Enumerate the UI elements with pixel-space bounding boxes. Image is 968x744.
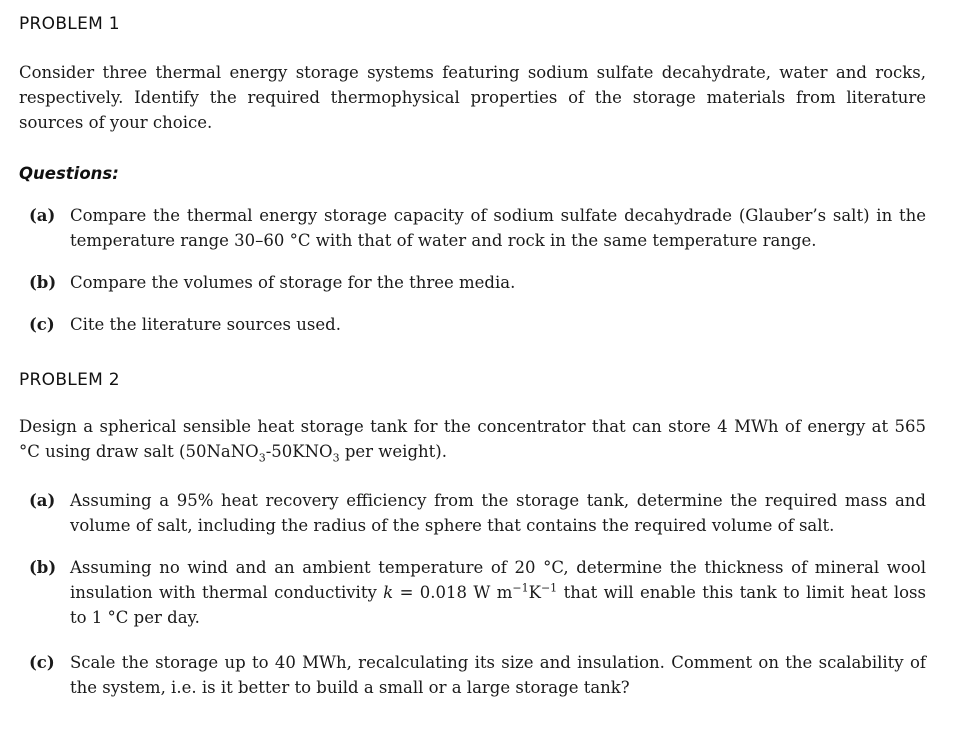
- item-label: (a): [29, 491, 56, 510]
- problem-2-item-b: [29, 555, 926, 630]
- problem-2-item-c: [29, 650, 926, 700]
- item-label: (b): [29, 273, 57, 292]
- item-label: (b): [29, 558, 57, 577]
- problem-2-item-a: [29, 488, 926, 538]
- item-text: Assuming no wind and an ambient temperature of 20 °C, determine the thickness of mineral wool insulation with thermal conductivity k = 0.018 W $m^{-1}K^{-1}$ that will enable this tank to limit heat loss to 1 °C per day.: [70, 558, 926, 627]
- item-label: (a): [29, 206, 56, 225]
- problem-1-item-a: [29, 203, 926, 253]
- problem-1-intro: Consider three thermal energy storage systems featuring sodium sulfate decahydrate, water and rocks, respectively. Identify the required thermophysical properties of the storage materials from literature sources of your choice.: [19, 63, 926, 132]
- problem-1-item-c: [29, 312, 926, 337]
- questions-label: Questions:: [19, 164, 119, 183]
- item-label: (c): [29, 315, 55, 334]
- problem-2-intro: Design a spherical sensible heat storage tank for the concentrator that can store 4 MWh of energy at 565 °C using draw salt ($50NaNO_3-50KNO_3$ per weight).: [19, 417, 926, 465]
- item-text: Cite the literature sources used.: [70, 315, 341, 334]
- problem-2-heading: PROBLEM 2: [19, 370, 120, 390]
- problem-1-heading: PROBLEM 1: [19, 14, 120, 34]
- item-text: Scale the storage up to 40 MWh, recalculating its size and insulation. Comment on the scalability of the system, i.e. is it better to build a small or a large storage tank?: [70, 653, 926, 697]
- item-label: (c): [29, 653, 55, 672]
- item-text: Assuming a 95% heat recovery efficiency from the storage tank, determine the required mass and volume of salt, including the radius of the sphere that contains the required volume of salt.: [70, 491, 926, 535]
- item-text: Compare the thermal energy storage capacity of sodium sulfate decahydrade (Glauber’s salt) in the temperature range 30–60 °C with that of water and rock in the same temperature range.: [70, 206, 926, 250]
- problem-1-item-b: [29, 270, 926, 295]
- item-text: Compare the volumes of storage for the three media.: [70, 273, 516, 292]
